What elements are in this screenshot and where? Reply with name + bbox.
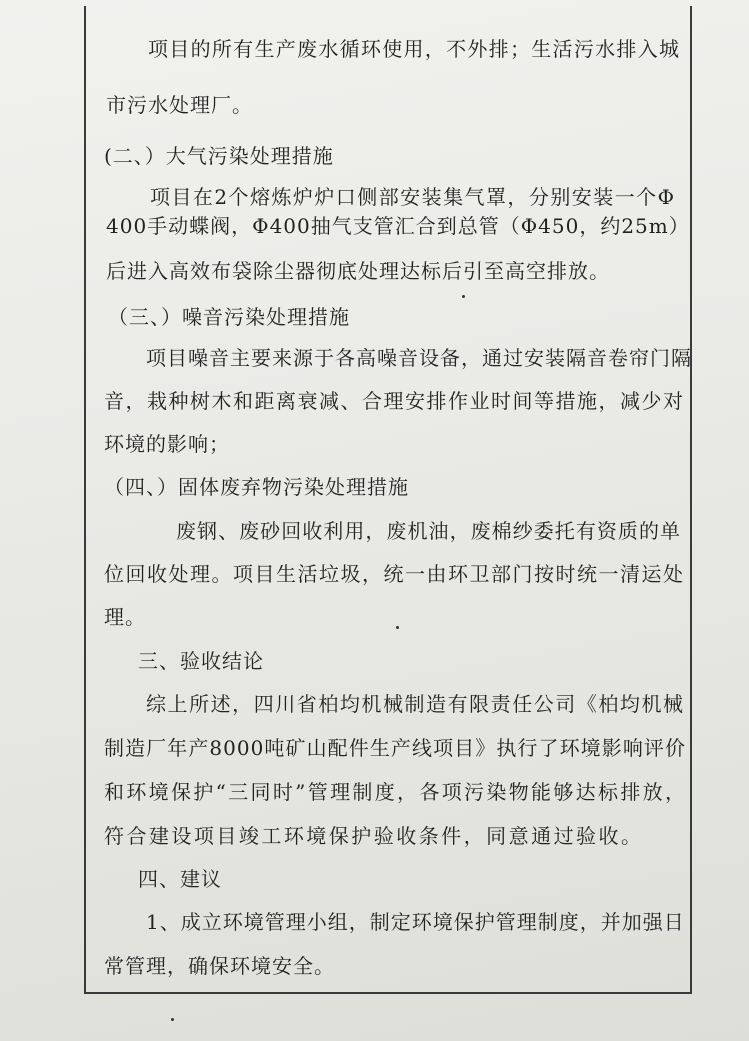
speck — [396, 626, 399, 629]
speck — [462, 295, 465, 298]
text-line-4: 项目在2个熔炼炉炉口侧部安装集气罩，分别安装一个Φ — [150, 185, 675, 209]
text-line-6: 后进入高效布袋除尘器彻底处理达标后引至高空排放。 — [106, 259, 610, 283]
section-heading-conclusion: 三、验收结论 — [138, 649, 264, 673]
text-line-10: 环境的影响； — [104, 432, 230, 456]
text-line-13: 位回收处理。项目生活垃圾，统一由环卫部门按时统一清运处 — [104, 562, 684, 586]
section-heading-noise: （三、）噪音污染处理措施 — [108, 305, 350, 329]
text-line-17: 制造厂年产8000吨矿山配件生产线项目》执行了环境影响评价 — [104, 736, 686, 760]
text-line-18: 和环境保护“三同时”管理制度，各项污染物能够达标排放， — [104, 780, 686, 804]
text-line-9: 音，栽种树木和距离衰减、合理安排作业时间等措施，减少对 — [104, 389, 684, 413]
text-line-12: 废钢、废砂回收利用，废机油，废棉纱委托有资质的单 — [176, 519, 681, 543]
text-line-5: 400手动蝶阀，Φ400抽气支管汇合到总管（Φ450，约25m） — [106, 214, 690, 238]
text-line-1: 项目的所有生产废水循环使用，不外排；生活污水排入城 — [148, 37, 680, 61]
section-heading-air: (二、）大气污染处理措施 — [104, 144, 334, 168]
text-line-8: 项目噪音主要来源于各高噪音设备，通过安装隔音卷帘门隔 — [146, 346, 692, 370]
text-line-19: 符合建设项目竣工环境保护验收条件，同意通过验收。 — [104, 824, 642, 848]
text-line-2: 市污水处理厂。 — [106, 93, 253, 117]
text-line-14: 理。 — [104, 605, 146, 629]
section-heading-solid-waste: （四、）固体废弃物污染处理措施 — [104, 475, 409, 499]
text-line-16: 综上所述，四川省柏均机械制造有限责任公司《柏均机械 — [146, 692, 684, 716]
text-line-21: 1、成立环境管理小组，制定环境保护管理制度，并加强日 — [146, 910, 685, 934]
text-line-22: 常管理，确保环境安全。 — [104, 954, 335, 978]
section-heading-suggestions: 四、建议 — [138, 867, 222, 891]
speck — [171, 1018, 174, 1021]
